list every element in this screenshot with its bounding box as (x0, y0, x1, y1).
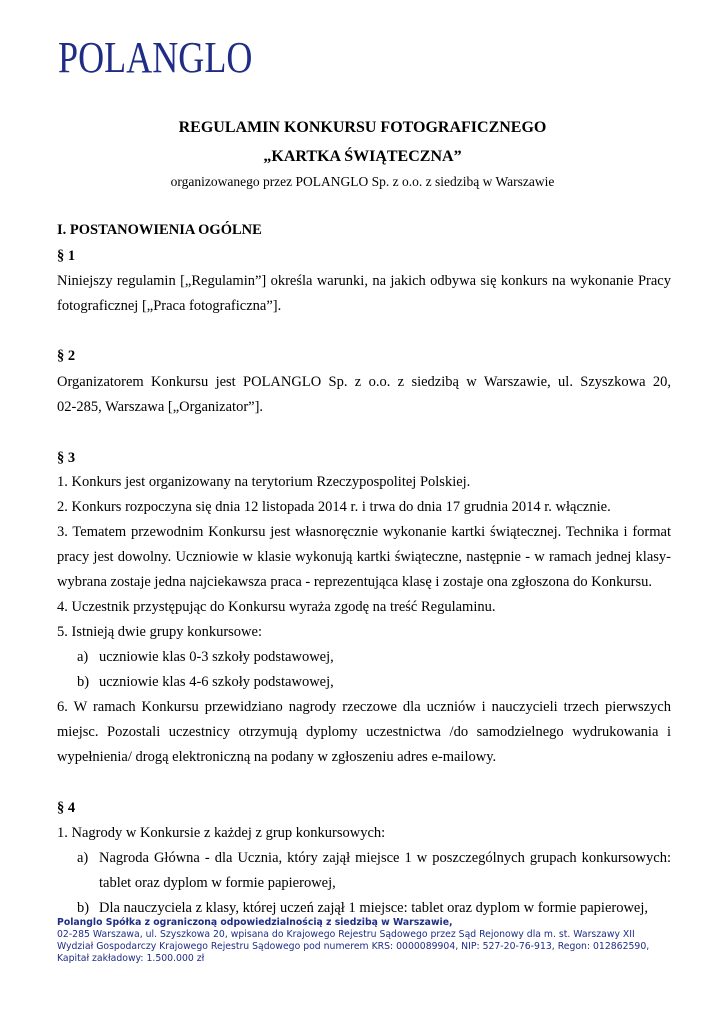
group-item-a-label: a) (77, 649, 89, 665)
document-subtitle: organizowanego przez POLANGLO Sp. z o.o. z siedzibą w Warszawie (170, 174, 555, 189)
document-title-line2: „KARTKA ŚWIĄTECZNA” (263, 148, 462, 165)
prize-item-a-text: Nagroda Główna - dla Ucznia, który zajął miejsce 1 w poszczególnych grupach konkursowych: (99, 850, 671, 866)
paragraph-mark-3: § 3 (57, 450, 76, 466)
paragraph-mark-4: § 4 (57, 800, 76, 816)
company-logo: POLANGLO (58, 33, 253, 82)
paragraph-1-line2: fotograficznej [„Praca fotograficzna”]. (57, 298, 282, 314)
footer-line2: 02-285 Warszawa, ul. Szyszkowa 20, wpisana do Krajowego Rejestru Sądowego przez Sąd Rejonowy dla m. st. Warszawy XII (57, 929, 635, 940)
prize-item-b-text: Dla nauczyciela z klasy, której uczeń zajął 1 miejsce: tablet oraz dyplom w formie papierowej, (99, 900, 649, 916)
paragraph-3-item6-line3: wypełnienia/ drogą elektroniczną na podany w zgłoszeniu adres e-mailowy. (57, 749, 497, 765)
prize-item-b-label: b) (77, 900, 90, 916)
footer-line3: Wydział Gospodarczy Krajowego Rejestru Sądowego pod numerem KRS: 0000089904, NIP: 527-20-76-913, Regon: 012862590, (57, 941, 650, 952)
section-heading: I. POSTANOWIENIA OGÓLNE (57, 222, 262, 238)
paragraph-2-line2: 02-285, Warszawa [„Organizator”]. (57, 399, 264, 415)
document-title-line1: REGULAMIN KONKURSU FOTOGRAFICZNEGO (178, 119, 547, 136)
paragraph-3-item3-line3: wybrana zostaje jedna najciekawsza praca - reprezentująca klasę i zostaje ona zgłoszona do Konkursu. (57, 574, 653, 590)
footer-line1: Polanglo Spółka z ograniczoną odpowiedzialnością z siedzibą w Warszawie, (57, 917, 453, 928)
prize-item-a-label: a) (77, 850, 89, 866)
group-item-a-text: uczniowie klas 0-3 szkoły podstawowej, (99, 649, 334, 665)
prize-item-a-line2: tablet oraz dyplom w formie papierowej, (99, 875, 336, 891)
paragraph-1-line1: Niniejszy regulamin [„Regulamin”] określa warunki, na jakich odbywa się konkurs na wykonanie Pracy (57, 273, 671, 289)
paragraph-3-item1: 1. Konkurs jest organizowany na terytorium Rzeczypospolitej Polskiej. (57, 474, 471, 490)
paragraph-3-item4: 4. Uczestnik przystępując do Konkursu wyraża zgodę na treść Regulaminu. (57, 599, 496, 615)
footer-line4: Kapitał zakładowy: 1.500.000 zł (57, 953, 205, 964)
group-item-b-label: b) (77, 674, 90, 690)
paragraph-3-item3-line2: pracy jest dowolny. Uczniowie w klasie wykonują kartki świąteczne, następnie - w ramach jednej klasy- (57, 549, 671, 565)
paragraph-3-item5: 5. Istnieją dwie grupy konkursowe: (57, 624, 262, 640)
prize-item-b (77, 900, 648, 917)
group-item-b-text: uczniowie klas 4-6 szkoły podstawowej, (99, 674, 334, 690)
group-item-b (77, 674, 334, 691)
paragraph-3-item6-line2: miejsc. Pozostali uczestnicy otrzymują dyplomy uczestnictwa /do samodzielnego wydrukowania i (57, 724, 671, 740)
paragraph-3-item6-line1: 6. W ramach Konkursu przewidziano nagrody rzeczowe dla uczniów i nauczycieli trzech pierwszych (57, 699, 671, 715)
paragraph-2-line1: Organizatorem Konkursu jest POLANGLO Sp. z o.o. z siedzibą w Warszawie, ul. Szyszkowa 20, (57, 374, 671, 390)
paragraph-3-item3-line1: 3. Tematem przewodnim Konkursu jest własnoręcznie wykonanie kartki świątecznej. Technika i format (57, 524, 671, 540)
paragraph-4-item1: 1. Nagrody w Konkursie z każdej z grup konkursowych: (57, 825, 386, 841)
page-footer (57, 917, 649, 965)
paragraph-mark-2: § 2 (57, 348, 76, 364)
group-item-a (77, 649, 334, 666)
prize-item-a (77, 850, 671, 867)
paragraph-mark-1: § 1 (57, 248, 76, 264)
paragraph-3-item2: 2. Konkurs rozpoczyna się dnia 12 listopada 2014 r. i trwa do dnia 17 grudnia 2014 r. włącznie. (57, 499, 611, 515)
